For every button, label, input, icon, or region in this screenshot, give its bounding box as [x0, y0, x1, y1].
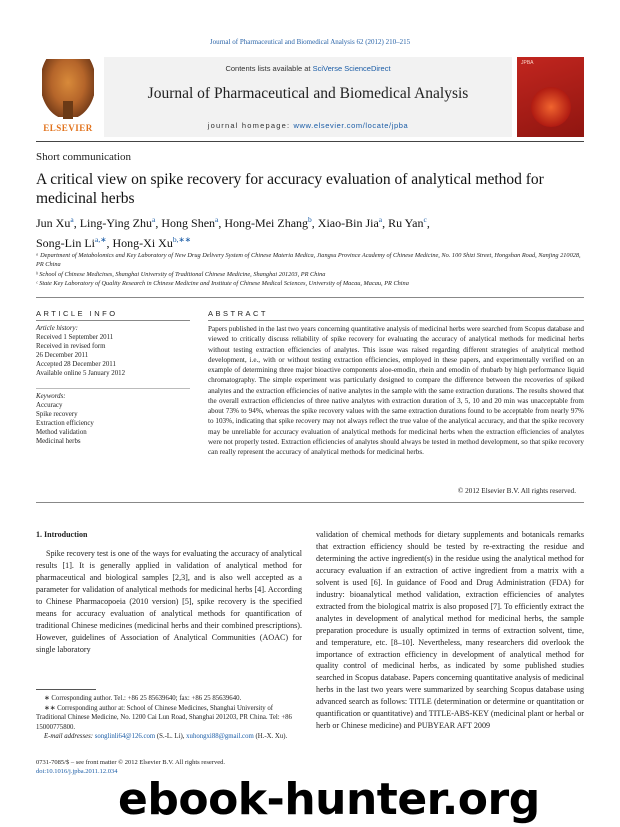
- journal-header: [36, 57, 584, 137]
- cover-art-icon: [531, 87, 571, 127]
- intro-right-column: validation of chemical methods for dietary supplements and botanicals remarks that extraction efficiency should be tested by re-extracting the residue and determining the active ingredient(s) in the residue using the analytical method for accuracy evaluation if an extraction of active ingredient from a matrix with a solvent is used [6]. In guidance of Food and Drug Administration (FDA) for industry: bioanalytical method validation, extraction efficiencies of analytes extracted from the biological matrix is also proposed [7]. To efficiently extract the analytes in development of analytical method for medicinal herbs, the sample preparation procedure is usually optimized in terms of extraction solvent, time, and temperature, etc. [8–10]. Nevertheless, many researchers did overlook the importance of extraction efficiency in development of analytical method for quality control of medicinal herbs, as indicated by some published studies searched in Scopus database. Papers concerning quantitative analysis of medicinal herbs in the last two years were summarized by searching Scopus database using advanced search as follows: TITLE (determination or determine or quantitation or quantification or quantitative) and TITLE-ABS-KEY (medicinal plant or herbal or herb or Chinese medicine) and PUBYEAR AFT 2009: [316, 530, 584, 731]
- abstract-label: ABSTRACT: [208, 309, 269, 318]
- keyword: Accuracy: [36, 401, 63, 409]
- author[interactable]: Song-Lin $Li^{a,∗}$: [36, 234, 107, 250]
- author[interactable]: Hong-Mei Zhang$^b$: [224, 215, 312, 230]
- affiliation: ᶜ State Key Laboratory of Quality Research in Chinese Medicine and Institute of Chinese Medical Sciences, University of Macau, Macau, PR China: [36, 279, 409, 287]
- keywords: [36, 393, 190, 446]
- article-info-label: ARTICLE INFO: [36, 309, 118, 318]
- journal-reference[interactable]: Journal of Pharmaceutical and Biomedical Analysis 62 (2012) 210–215: [209, 38, 411, 46]
- article-type: Short communication: [36, 151, 132, 163]
- journal-title: Journal of Pharmaceutical and Biomedical Analysis: [147, 85, 469, 102]
- keyword: Medicinal herbs: [36, 437, 81, 445]
- author[interactable]: Hong Shen$^a$: [161, 215, 219, 230]
- abstract-divider: [36, 502, 584, 503]
- history-line: Available online 5 January 2012: [36, 369, 126, 377]
- issn-line: 0731-7085/$ – see front matter © 2012 Elsevier B.V. All rights reserved.: [36, 759, 225, 766]
- history-line: 26 December 2011: [36, 351, 89, 359]
- abstract-rule: [208, 320, 584, 321]
- email-link[interactable]: songlinli64@126.com: [94, 733, 156, 741]
- meta-divider: [36, 297, 584, 298]
- affiliations: [36, 251, 584, 288]
- keyword: Spike recovery: [36, 410, 78, 418]
- author[interactable]: Ru Yan$^c$: [388, 215, 427, 230]
- footnote-rule: [36, 689, 96, 690]
- publisher-name: ELSEVIER: [43, 123, 93, 133]
- author[interactable]: Ling-Ying Zhu$^a$: [79, 215, 156, 230]
- history-heading: Article history:: [36, 325, 78, 332]
- abstract-text: Papers published in the last two years concerning quantitative analysis of medicinal herbs were searched from Scopus database and viewed to critically discuss reliability of spike recovery for evaluating the accuracy of analytical methods for medicinal herbs without testing extraction efficiencies of analytes. This issue was raised regarding different strategies of analytical method development, i.e., with or without testing extraction efficiencies, employed in these papers, and experimentally verified on an example of determining three major bioactive components aloe-emodin, rhein and emodin of rhubarb by high performance liquid chromatography. The simple experiment was particularly designed to compare the difference between the recoveries of spiked analytes and the extraction efficiencies of native analytes in the sample with the same extraction durations. The results showed that the overall extraction efficiencies of three native analytes with extraction duration of 3, 5, 10 and 20 min was unacceptable from about 73% to 94%, whereas the spike recovery values with the same extraction durations found to be acceptable from nearly 97% to 103%, indicating that spike recovery may not always reflect the true value of the analytical accuracy, and that the spike recovery may be unreliable for accuracy evaluation of analytical methods for medicinal herbs when the extraction efficiencies of analytes were not properly tested. Extraction efficiencies of analytes should always be tested in method development, so that spike recovery can really represent the accuracy of analytical methods for medicinal herbs.: [208, 325, 584, 456]
- elsevier-logo[interactable]: [36, 57, 100, 137]
- contents-prefix: Contents lists available at: [225, 64, 313, 73]
- keywords-rule: [36, 388, 190, 389]
- section-heading: 1. Introduction: [36, 530, 88, 539]
- header-divider: [36, 141, 584, 142]
- footnotes: [36, 694, 302, 742]
- contents-line: [104, 64, 512, 73]
- homepage-link[interactable]: www.elsevier.com/locate/jpba: [293, 121, 409, 130]
- article-title: A critical view on spike recovery for accuracy evaluation of analytical method for medicinal herbs: [36, 171, 544, 207]
- email-footnote: E-mail addresses: songlinli64@126.com (S.-L. Li), xuhongxi88@gmail.com (H.-X. Xu).: [44, 733, 288, 741]
- article-info-rule: [36, 320, 190, 321]
- footnote: ∗ Corresponding author. Tel.: +86 25 85639640; fax: +86 25 85639640.: [44, 695, 242, 702]
- journal-cover-thumbnail[interactable]: [517, 57, 584, 137]
- history-line: Accepted 28 December 2011: [36, 360, 116, 368]
- keyword: Method validation: [36, 428, 87, 436]
- homepage-line: [104, 121, 512, 130]
- history-line: Received in revised form: [36, 342, 106, 350]
- author[interactable]: Xiao-Bin Jia$^a$: [317, 215, 383, 230]
- history-line: Received 1 September 2011: [36, 333, 114, 341]
- intro-left-column: Spike recovery test is one of the ways for evaluating the accuracy of analytical results [1]. It is generally applied in validation of analytical method for pharmaceutical and biological samples [2,3], and is also well accepted as a parameter for validation of analytical methods for medicinal herbs [4]. According to Chinese Pharmacopoeia (2010 version) [5], spike recovery is the specified means for accuracy evaluation of analytical methods for quantification of traditional Chinese medicines (medicinal herbs and their combined prescriptions). However, guidelines of Association of Analytical Communities (AOAC) for single laboratory: [36, 549, 302, 654]
- watermark: ebook-hunter.org: [118, 774, 540, 825]
- cover-title: JPBA: [521, 60, 534, 66]
- affiliation: ᵇ School of Chinese Medicines, Shanghai University of Traditional Chinese Medicine, Shanghai 201203, PR China: [36, 270, 326, 278]
- keyword: Extraction efficiency: [36, 419, 94, 427]
- article-history: [36, 325, 190, 378]
- doi-link[interactable]: doi:10.1016/j.jpba.2011.12.034: [36, 768, 118, 776]
- keywords-heading: Keywords:: [36, 393, 66, 400]
- email-link[interactable]: xuhongxi88@gmail.com: [186, 733, 254, 741]
- homepage-prefix: journal homepage:: [207, 121, 294, 130]
- footnote: ∗∗ Corresponding author at: School of Chinese Medicines, Shanghai University of Traditional Chinese Medicine, No. 1200 Cai Lun Road, Shanghai 201203, PR China. Tel: +86 15000775800.: [36, 704, 292, 731]
- author[interactable]: Hong-Xi $Xu^{b,∗∗}$: [112, 234, 192, 250]
- tree-trunk-icon: [63, 101, 73, 119]
- author[interactable]: Jun Xu$^a$: [36, 215, 74, 230]
- affiliation: ᵃ Department of Metabolomics and Key Laboratory of New Drug Delivery System of Chinese Materia Medica, Jiangsu Province Academy of Chinese Medicine, No. 100 Shizi Street, Hongshan Road, Nanjing 210028, PR China: [36, 252, 581, 269]
- abstract-copyright: © 2012 Elsevier B.V. All rights reserved.: [457, 487, 576, 495]
- sciencedirect-link[interactable]: SciVerse ScienceDirect: [312, 64, 391, 73]
- author-list: Jun Xu$^a$, Ling-Ying Zhu$^a$, Hong Shen$^a$, Hong-Mei Zhang$^b$, Xiao-Bin Jia$^a$, Ru Yan$^c$, Song-Lin $Li^{a,∗}$, Hong-Xi $Xu^{b,∗∗}$: [36, 215, 430, 250]
